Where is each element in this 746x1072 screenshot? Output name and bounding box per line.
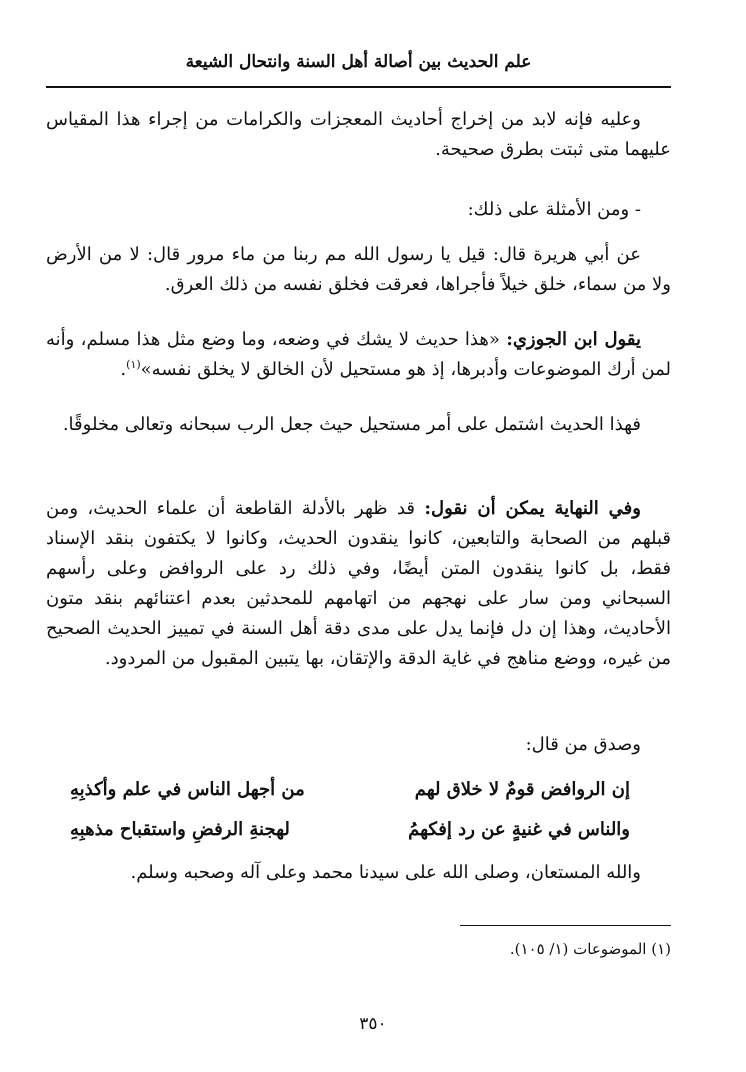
quote-text: «هذا حديث لا يشك في وضعه، وما وضع مثل هذا مسلم، وأنه لمن أرك الموضوعات وأدبرها، إذ هو مستحيل لأن الخالق لا يخلق نفسه» xyxy=(46,329,671,380)
paragraph-conclusion xyxy=(46,494,671,674)
running-title: علم الحديث بين أصالة أهل السنة وانتحال الشيعة xyxy=(185,52,532,72)
verse-first-hemistich: والناس في غنيةٍ عن رد إفكهمُ xyxy=(408,819,630,840)
paragraph-hadith-example: عن أبي هريرة قال: قيل يا رسول الله مم ربنا من ماء مرور قال: لا من الأرض ولا من سماء، خلق خيلاً فأجراها، فعرقت فخلق نفسه من ذلك العرق. xyxy=(46,244,671,295)
footnote: (١) الموضوعات (١/ ١٠٥). xyxy=(509,940,671,958)
verse-second-hemistich: من أجهل الناس في علم وأكذبِهِ xyxy=(70,779,305,800)
paragraph-examples-intro: - ومن الأمثلة على ذلك: xyxy=(467,199,641,220)
footnote-reference[interactable]: (١) xyxy=(126,358,141,371)
footnote-rule xyxy=(460,925,671,926)
poem-verse xyxy=(70,775,630,805)
quote-end: . xyxy=(120,359,127,380)
poem-verse xyxy=(70,815,630,845)
quote-lead: يقول ابن الجوزي: xyxy=(506,329,641,350)
paragraph-impossible-matter: فهذا الحديث اشتمل على أمر مستحيل حيث جعل الرب سبحانه وتعالى مخلوقًا. xyxy=(62,414,641,435)
paragraph-ibn-al-jawzi-quote xyxy=(46,325,671,385)
poem-intro: وصدق من قال: xyxy=(525,734,641,755)
page-number: ٣٥٠ xyxy=(359,1014,387,1034)
header-rule xyxy=(46,86,671,88)
conclusion-lead: وفي النهاية يمكن أن نقول: xyxy=(424,498,641,519)
verse-first-hemistich: إن الروافض قومٌ لا خلاق لهم xyxy=(414,779,630,800)
paragraph-closing-prayer: والله المستعان، وصلى الله على سيدنا محمد وعلى آله وصحبه وسلم. xyxy=(130,862,641,883)
paragraph-miracles: وعليه فإنه لابد من إخراج أحاديث المعجزات والكرامات من إجراء هذا المقياس عليهما متى ثبتت بطرق صحيحة. xyxy=(46,109,671,160)
verse-second-hemistich: لهجنةِ الرفضِ واستقباح مذهبِهِ xyxy=(70,819,290,840)
conclusion-text: قد ظهر بالأدلة القاطعة أن علماء الحديث، ومن قبلهم من الصحابة والتابعين، كانوا ينقدون الحديث، وكانوا لا يكتفون بنقد الإسناد فقط، بل كانوا ينقدون المتن أيضًا، وفي ذلك رد على الروافض وعلى رأسهم السبحاني ومن سار على نهجهم من اتهامهم للمحدثين بعدم اعتنائهم بنقد متون الأحاديث، وهذا إن دل فإنما يدل على مدى دقة أهل السنة في تمييز الحديث الصحيح من غيره، ووضع مناهج في غاية الدقة والإتقان، بها يتبين المقبول من المردود. xyxy=(46,498,671,669)
